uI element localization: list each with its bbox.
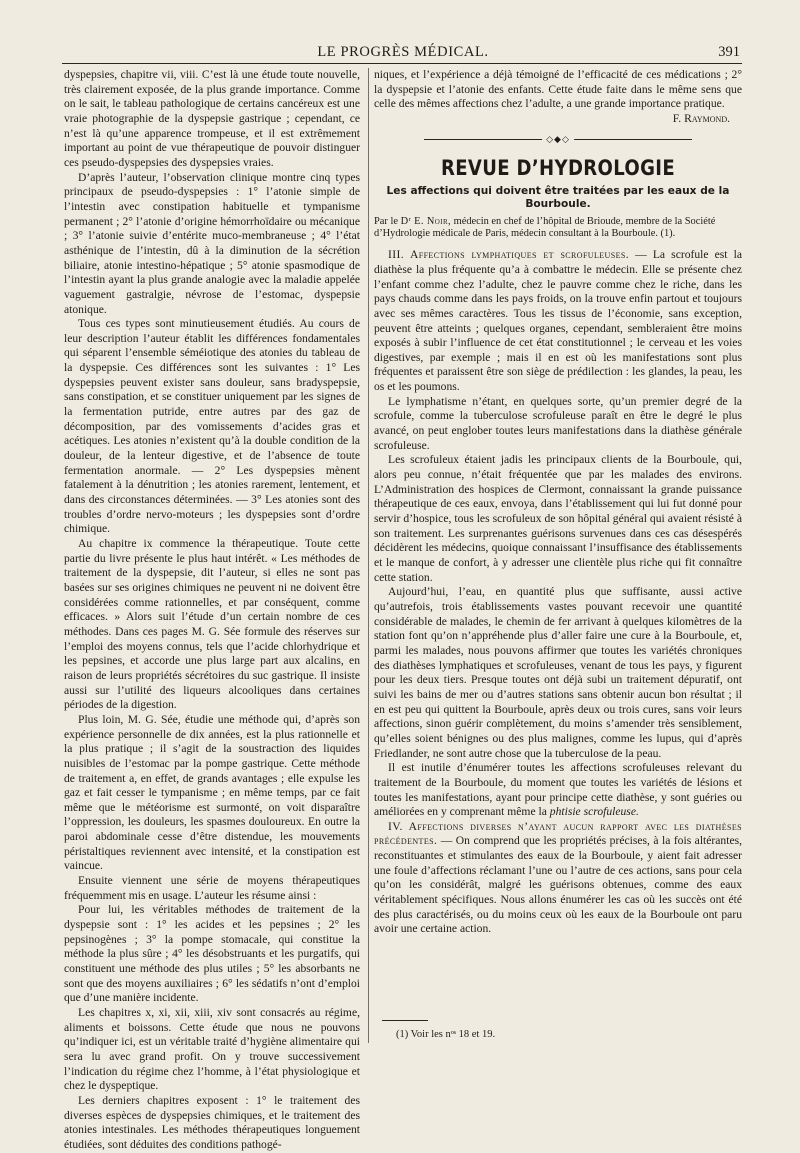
byline-affiliation: médecin en chef de l’hôpital de Brioude, membre de la Société d’Hydrologie médicale de Paris, médecin consultant à la Bourboule. (1). bbox=[374, 215, 716, 240]
section-divider bbox=[374, 134, 742, 145]
section-heading: IV. Affections diverses n’ayant aucun rapport avec les diathèses précédentes. bbox=[374, 819, 742, 848]
running-head bbox=[66, 44, 740, 64]
author-signature: F. Raymond. bbox=[672, 111, 730, 125]
paragraph: Tous ces types sont minutieusement étudiés. Au cours de leur description l’auteur établit les différences fondamentales qui séparent l’ensemble séméiotique des atonies du tableau de la dyspepsie. Ces différences sont les suivantes : 1° Les dyspepsies peuvent exister sans douleur, sans bradyspepsie, sans constipation, et se constituer uniquement par les signes de la fermentation putride, entre autres par des gaz de décomposition, par des vomissements d’acides gras et acétiques. Les atonies n’existent qu’à la double condition de la douleur, de la lenteur digestive, et de l’absence de toute fermentation anormale. — 2° Les dyspepsies mènent fatalement à la dénutrition ; les atonies rarement, lentement, et dans des circonstances déterminées. — 3° Les atonies sont des troubles d’ordre nervo-moteurs ; les dyspepsies sont d’ordre chimique. bbox=[64, 317, 360, 536]
paragraph: Ensuite viennent une série de moyens thérapeutiques fréquemment mis en usage. L’auteur les résume ainsi : bbox=[64, 874, 360, 902]
footnote-rule bbox=[382, 1020, 428, 1021]
section-text: — La scrofule est la diathèse la plus fréquente qu’a à combattre le médecin. Elle se présente chez l’enfant comme chez l’adulte, chez le pauvre comme chez le riche, dans les pays chauds comme dans les pays froids, on la trouve enfin partout et toujours avec ses mêmes caractères. Tous les tissus de l’économie, sans exception, peuvent être atteints ; quelques organes, cependant, sembleraient être moins exposés à subir l’influence de cet état constitutionnel ; le cerveau et les voies digestives, par exemple ; mais il en est où les manifestations sont plus fréquentes et paraissent être son siège de prédilection : les glandes, la peau, les os et les poumons. bbox=[374, 248, 742, 394]
paragraph: Pour lui, les véritables méthodes de traitement de la dyspepsie sont : 1° les acides et les pepsines ; 2° les pepsinogènes ; 3° la pompe stomacale, qui constitue la méthode la plus sûre ; 4° les désobstruants et les purgatifs, qui constituent une méthode des plus utiles ; 5° les absorbants ne sont que des moyens auxiliaires ; 6° les sédatifs n’ont d’emploi que d’une manière incidente. bbox=[64, 903, 360, 1005]
left-column bbox=[64, 68, 360, 1153]
footnote: (1) Voir les nᵒˢ 18 et 19. bbox=[396, 1029, 496, 1040]
paragraph: Les scrofuleux étaient jadis les principaux clients de la Bourboule, qui, alors peu connue, n’était fréquentée que par les malades des environs. L’Administration des hospices de Clermont, connaissant la grande puissance thérapeutique de ces eaux, envoya, dans l’établissement qui lui fut donné pour servir d’hospice, tous les scrofuleux de son hôpital général qui avaient résisté à son traitement. Les surprenantes guérisons survenues dans ces cas désespérés décidèrent les médecins, quoique connaissant l’insuffisance des établissements et le manque de confort, à y adresser une clientèle plus riche qui fit connaître cette station. bbox=[374, 453, 742, 584]
right-column bbox=[374, 68, 742, 937]
article-title: Les affections qui doivent être traitées par les eaux de la Bourboule. bbox=[386, 184, 730, 210]
byline-prefix: Par le bbox=[374, 215, 398, 227]
italic-term: phtisie scrofuleuse. bbox=[549, 805, 639, 819]
byline bbox=[374, 216, 742, 242]
byline-author: Dʳ E. Noir, bbox=[400, 215, 452, 227]
column-divider bbox=[368, 68, 369, 1043]
paragraph bbox=[374, 820, 742, 937]
journal-title: LE PROGRÈS MÉDICAL. bbox=[317, 44, 489, 60]
section-text: — On comprend que les propriétés précises, à la fois altérantes, reconstituantes et stimulantes des eaux de la Bourboule, y aient fait adresser une foule d’affections réclamant l’une ou l’autre de ces actions, sans pour cela qu’on les considérât, malgré les guérisons obtenues, comme des eaux véritablement spécifiques. Nous allons énumérer les cas où les succès ont été des plus caractérisés, ou du moins ceux où les eaux de la Bourboule ont paru avoir une certaine action. bbox=[374, 834, 742, 936]
section-heading: III. Affections lymphatiques et scrofuleuses. bbox=[388, 248, 630, 262]
paragraph: Les chapitres x, xi, xii, xiii, xiv sont consacrés au régime, aliments et boissons. Cette étude que nous ne pouvons qu’indiquer ici, est un véritable traité d’hygiène alimentaire qui sera lu avec grand profit. On y trouve successivement l’indication du régime chez l’homme, à l’état physiologique et chez le dyspeptique. bbox=[64, 1006, 360, 1093]
paragraph: dyspepsies, chapitre vii, viii. C’est là une étude toute nouvelle, très clairement exposée, de la plus grande importance. Comme on le sait, le tableau pathologique de certains cancéreux est une vraie photographie de la dyspepsie gastrique ; cependant, ce n’est là qu’une apparence trompeuse, et il est extrêmement important au point de vue thérapeutique de pouvoir distinguer ces pseudo-dyspepsies des dyspepsies vraies. bbox=[64, 68, 360, 169]
paragraph: Plus loin, M. G. Sée, étudie une méthode qui, d’après son expérience personnelle de dix années, est la plus rationnelle et la plus pratique ; il s’agit de la soustraction des liquides nuisibles de l’estomac par la pompe gastrique. Cette méthode de traitement a, en effet, de grands avantages ; elle expulse les gaz et fait cesser le tympanisme ; en même temps, par ce fait même que le météorisme est surmonté, on voit disparaître l’oppression, les douleurs, les spasmes douloureux. En outre la paroi abdominale cesse d’être distendue, les mouvements péristaltiques reviennent avec intensité, et la constipation est vaincue. bbox=[64, 712, 360, 873]
paragraph: Au chapitre ix commence la thérapeutique. Toute cette partie du livre présente le plus haut intérêt. « Les méthodes de traitement de la dyspepsie, dit l’auteur, si elles ne sont pas basées sur ses origines chimiques ne peuvent ni ne doivent être considérées comme rationnelles, et par conséquent, comme efficaces. » Alors suit l’étude d’un certain nombre de ces méthodes. Dans ces pages M. G. Sée formule des réserves sur l’emploi des moyens connus, tels que l’acide chlorhydrique et les pepsines, et accorde une plus large part aux alcalins, en raison de leurs propriétés sécrétoires du suc gastrique. Il insiste aussi sur l’utilité des liqueurs alcooliques dans certaines périodes de la digestion. bbox=[64, 537, 360, 712]
paragraph: D’après l’auteur, l’observation clinique montre cinq types principaux de pseudo-dyspepsies : 1° l’atonie simple de l’intestin avec constipation habituelle et tympanisme permanent ; 2° l’atonie d’origine hémorrhoïdaire ou mécanique ; 3° l’atonie suivie d’entérite muco-membraneuse ; 4° l’état asthénique de l’intestin, dû à la diminution de la sécrétion biliaire, atonie intestino-hépatique ; 5° atonie spasmodique de l’intestin ayant la plus grande analogie avec la maladie appelée vaguement gastralgie, névrose de l’estomac, dyspepsie atonique. bbox=[64, 170, 360, 316]
paragraph bbox=[374, 248, 742, 395]
paragraph: niques, et l’expérience a déjà témoigné de l’efficacité de ces médications ; 2° la dyspepsie et l’atonie des enfants. Cette étude faite dans le même sens que celle des mêmes affections chez l’adulte, a une grande importance pratique. bbox=[374, 68, 742, 111]
header-rule bbox=[62, 63, 742, 64]
paragraph: Le lymphatisme n’étant, en quelques sorte, qu’un premier degré de la scrofule, comme la tuberculose scrofuleuse paraît en être le degré le plus avancé, on peut englober toutes leurs manifestations dans la diathèse générale scrofuleuse. bbox=[374, 394, 742, 452]
divider-ornament: ◇◆◇ bbox=[542, 134, 574, 145]
section-text: Il est inutile d’énumérer toutes les affections scrofuleuses relevant du traitement de la Bourboule, du moment que toutes les variétés de lésions et toutes les manifestations, ayant pour principe cette diathèse, y sont guéries ou améliorées en y comprenant même la bbox=[374, 761, 742, 819]
page-number: 391 bbox=[718, 44, 740, 60]
paragraph: Aujourd’hui, l’eau, en quantité plus que suffisante, aussi active qu’autrefois, trois établissements vastes pouvant recevoir une quantité considérable de malades, le chemin de fer arrivant à quelques kilomètres de la station font qu’on n’appréhende plus d’aller faire une cure à la Bourboule, et, parmi les malades, nous pouvons affirmer que toutes les variétés chroniques des diathèses lymphatiques et scrofuleuses, venant de tous les pays, y figurent pour les deux tiers. Presque toutes ont déjà subi un traitement dépuratif, ont suivi les bains de mer ou d’autres stations sans obtenir aucun bon résultat ; il en est peu qui quittent la Bourboule, après deux ou trois cures, sans voir leurs affections, sinon guérir complètement, du moins s’amender très sensiblement, qu’elles soient bénignes ou des plus malignes, comme les lupus, qui d’après Friedlander, ne sont autre chose que la tuberculose de la peau. bbox=[374, 585, 742, 760]
paragraph: Les derniers chapitres exposent : 1° le traitement des diverses espèces de dyspepsies chimiques, et le traitement des atonies intestinales. Les méthodes thérapeutiques longuement étudiées, sont déduites des conditions pathogé- bbox=[64, 1093, 360, 1151]
section-title: REVUE D’HYDROLOGIE bbox=[440, 155, 676, 180]
paragraph bbox=[374, 761, 742, 820]
